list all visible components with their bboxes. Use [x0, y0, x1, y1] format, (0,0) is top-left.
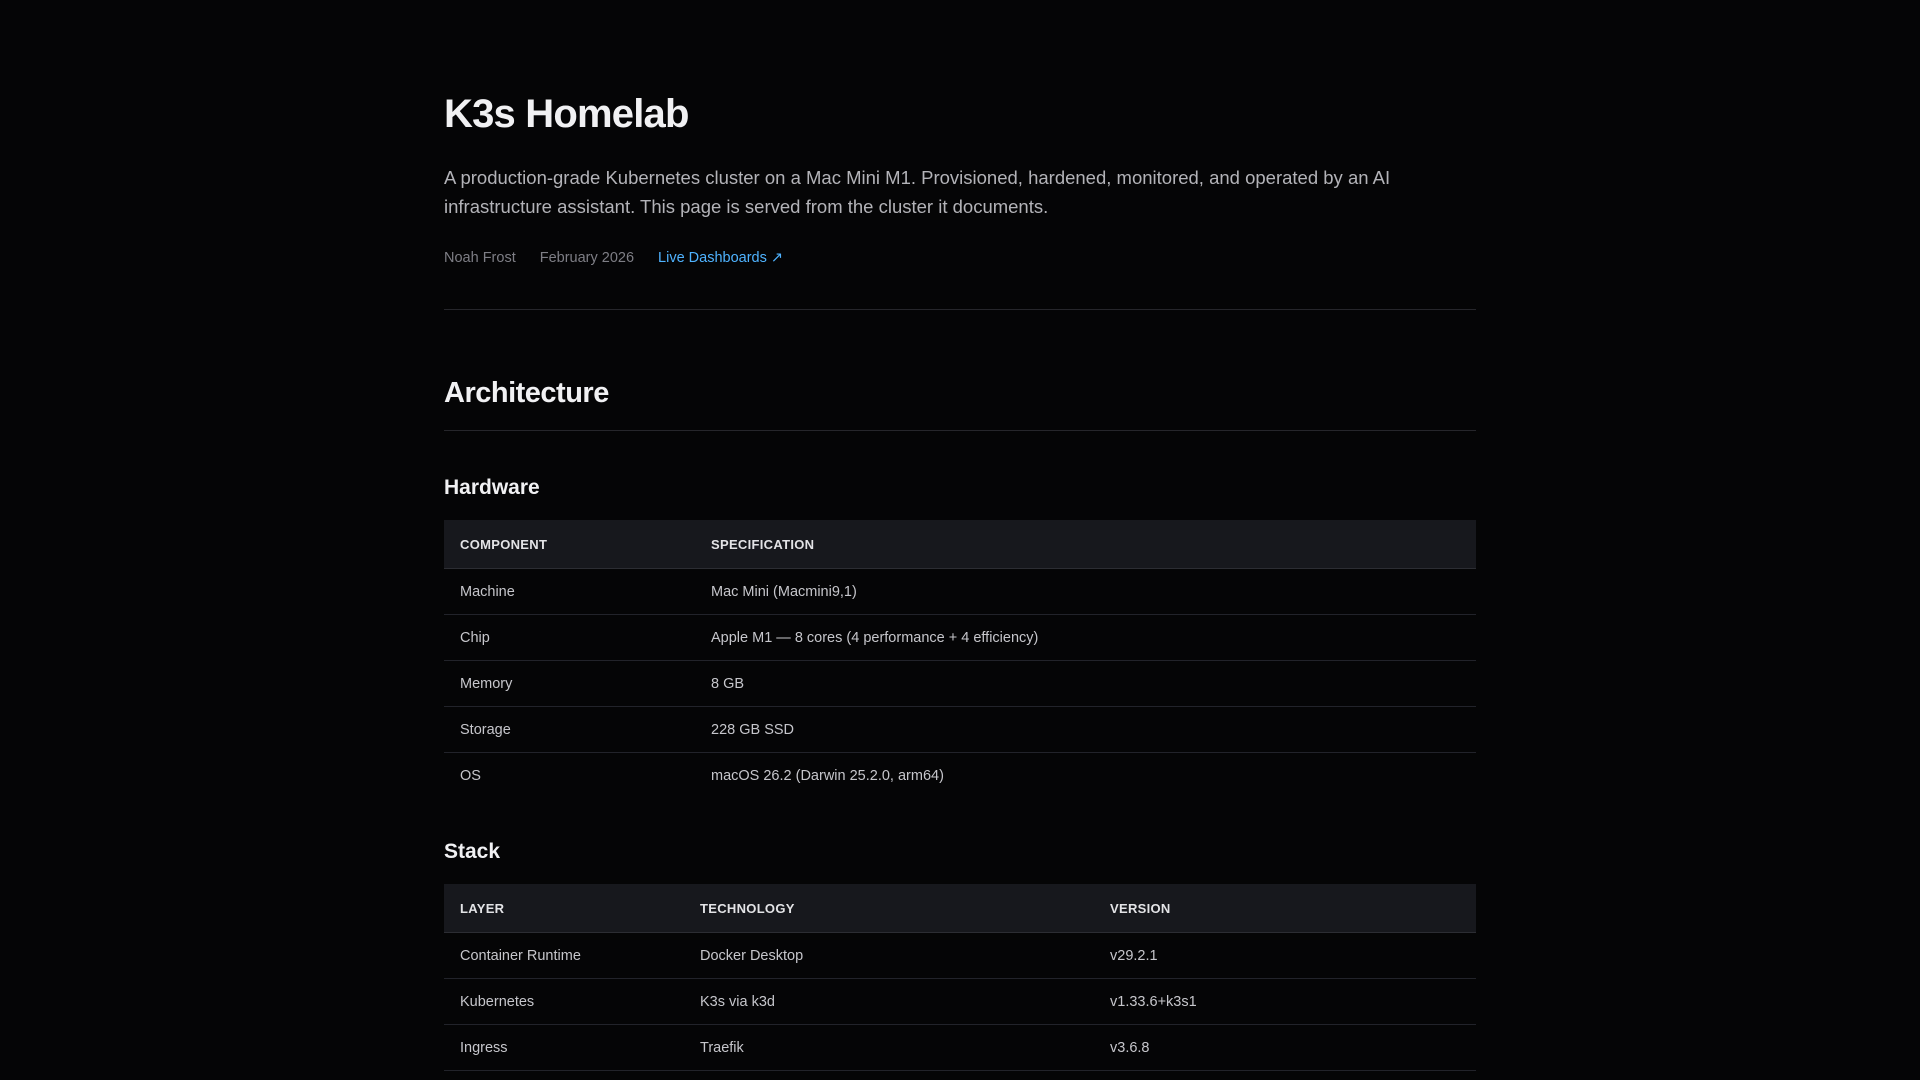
table-row	[444, 615, 1476, 661]
specification-cell: 228 GB SSD	[695, 707, 1476, 753]
table-header-row	[444, 520, 1476, 569]
column-header-technology: TECHNOLOGY	[684, 884, 1094, 933]
layer-cell: Ingress	[444, 1025, 684, 1071]
component-cell: Machine	[444, 569, 695, 615]
page-title: K3s Homelab	[444, 92, 689, 136]
stack-heading: Stack	[444, 840, 501, 863]
column-header-layer: LAYER	[444, 884, 684, 933]
column-header-specification: SPECIFICATION	[695, 520, 1476, 569]
table-row	[444, 569, 1476, 615]
table-row	[444, 753, 1476, 799]
hardware-table	[444, 520, 1476, 798]
specification-cell: Mac Mini (Macmini9,1)	[695, 569, 1476, 615]
version-cell: v1.33.6+k3s1	[1094, 979, 1476, 1025]
specification-cell: macOS 26.2 (Darwin 25.2.0, arm64)	[711, 767, 944, 784]
table-row	[444, 707, 1476, 753]
component-cell: Memory	[444, 661, 695, 707]
table-header-row	[444, 884, 1476, 933]
publish-date: February 2026	[539, 250, 635, 266]
section-divider	[444, 430, 1476, 431]
layer-cell: Container Runtime	[444, 933, 684, 979]
column-header-component: COMPONENT	[444, 520, 695, 569]
table-row	[444, 933, 1476, 979]
component-cell: Storage	[444, 707, 695, 753]
technology-cell: K3s via k3d	[684, 979, 1094, 1025]
version-cell: v3.6.8	[1094, 1025, 1476, 1071]
component-cell: Chip	[444, 615, 695, 661]
technology-cell: Traefik	[684, 1025, 1094, 1071]
version-cell: v29.2.1	[1094, 933, 1476, 979]
header-divider	[444, 309, 1476, 310]
page-meta	[444, 248, 783, 268]
specification-cell: Apple M1 — 8 cores (4 performance + 4 efficiency)	[695, 615, 1476, 661]
table-row	[444, 1025, 1476, 1071]
author-name: Noah Frost	[444, 250, 516, 266]
component-cell: OS	[460, 767, 481, 784]
column-header-version: VERSION	[1094, 884, 1476, 933]
technology-cell: Docker Desktop	[684, 933, 1094, 979]
table-row	[444, 979, 1476, 1025]
hardware-heading: Hardware	[444, 476, 540, 499]
table-row	[444, 661, 1476, 707]
architecture-heading: Architecture	[444, 377, 609, 409]
live-dashboards-link[interactable]: Live Dashboards ↗	[658, 250, 784, 266]
layer-cell: Kubernetes	[444, 979, 684, 1025]
stack-table	[444, 884, 1476, 1071]
specification-cell: 8 GB	[695, 661, 1476, 707]
page-description: A production-grade Kubernetes cluster on a Mac Mini M1. Provisioned, hardened, monitored, and operated by an AI infrastructure assistant. This page is served from the cluster it documents.	[444, 167, 1391, 217]
